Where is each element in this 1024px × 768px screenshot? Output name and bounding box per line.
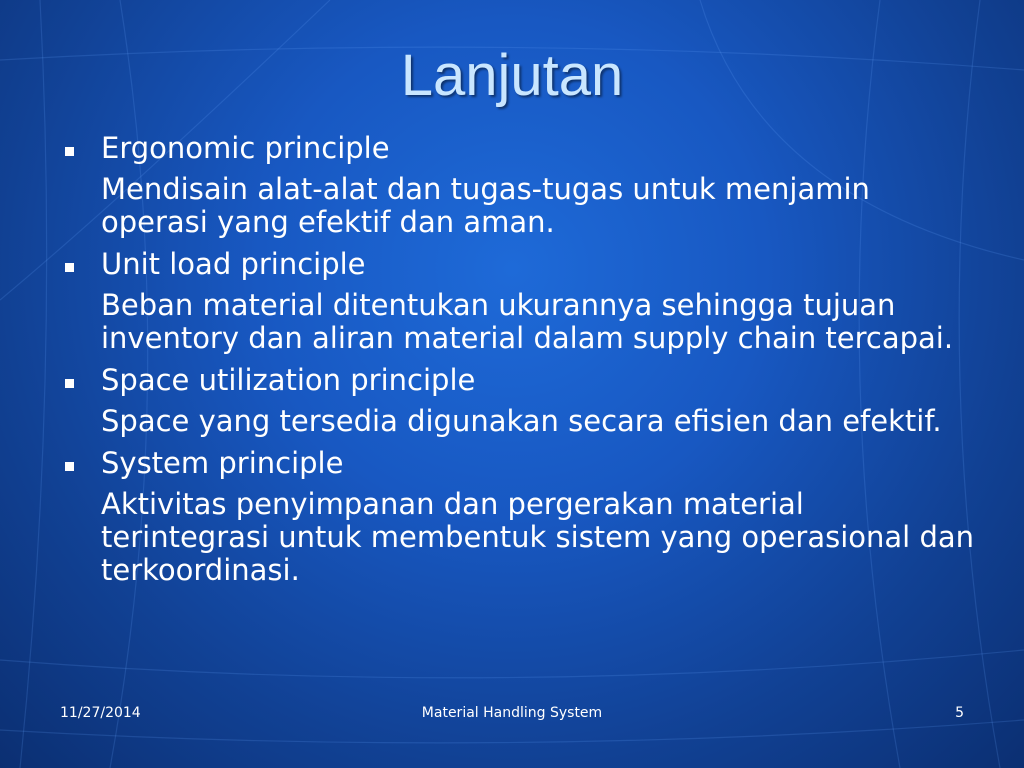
bullet-heading: Unit load principle xyxy=(101,247,366,281)
bullet-description: Aktivitas penyimpanan dan pergerakan material terintegrasi untuk membentuk sistem yang operasional dan terkoordinasi. xyxy=(101,487,975,587)
square-bullet-icon xyxy=(65,147,74,156)
bullet-heading: System principle xyxy=(101,446,344,480)
bullet-description: Space yang tersedia digunakan secara efisien dan efektif. xyxy=(101,404,942,438)
square-bullet-icon xyxy=(65,462,74,471)
footer-date: 11/27/2014 xyxy=(60,705,141,721)
bullet-item-unit-load xyxy=(60,246,980,355)
page-number: 5 xyxy=(955,705,964,721)
bullet-item-space-utilization xyxy=(60,362,980,438)
square-bullet-icon xyxy=(65,379,74,388)
square-bullet-icon xyxy=(65,263,74,272)
bullet-item-ergonomic xyxy=(60,130,980,239)
bullet-heading: Space utilization principle xyxy=(101,363,476,397)
footer-title: Material Handling System xyxy=(421,705,603,721)
bullet-description: Mendisain alat-alat dan tugas-tugas untuk menjamin operasi yang efektif dan aman. xyxy=(101,172,870,239)
bullet-heading: Ergonomic principle xyxy=(101,131,390,165)
bullet-item-system xyxy=(60,445,980,587)
slide-title: Lanjutan xyxy=(400,43,624,108)
bullet-description: Beban material ditentukan ukurannya sehingga tujuan inventory dan aliran material dalam supply chain tercapai. xyxy=(101,288,954,355)
bullet-list xyxy=(60,128,980,594)
